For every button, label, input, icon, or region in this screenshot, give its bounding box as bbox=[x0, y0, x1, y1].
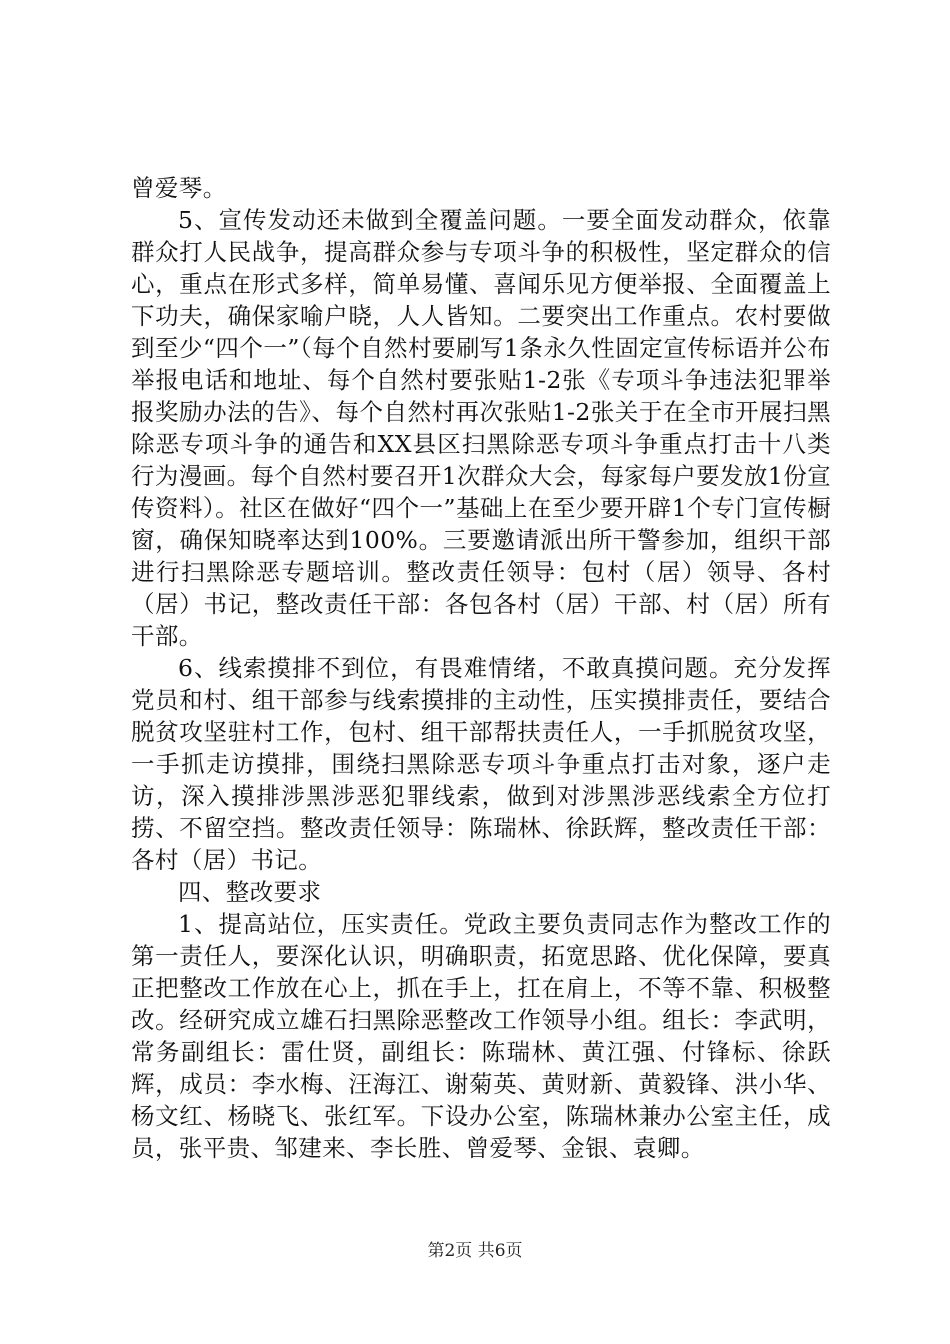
paragraph-requirement-1: 1、提高站位，压实责任。党政主要负责同志作为整改工作的第一责任人，要深化认识，明确职责，拓宽思路、优化保障，要真正把整改工作放在心上，抓在手上，扛在肩上，不等不靠、积极整改。经研究成立雄石扫黑除恶整改工作领导小组。组长：李武明，常务副组长：雷仕贤，副组长：陈瑞林、黄江强、付锋标、徐跃辉，成员：李水梅、汪海江、谢菊英、黄财新、黄毅锋、洪小华、杨文红、杨晓飞、张红军。下设办公室，陈瑞林兼办公室主任，成员，张平贵、邹建来、李长胜、曾爱琴、金银、袁卿。 bbox=[131, 910, 831, 1162]
paragraph-item-5: 5、宣传发动还未做到全覆盖问题。一要全面发动群众，依靠群众打人民战争，提高群众参与专项斗争的积极性，坚定群众的信心，重点在形式多样，简单易懂、喜闻乐见方便举报、全面覆盖上下功夫，确保家喻户晓，人人皆知。二要突出工作重点。农村要做到至少“四个一”（每个自然村要刷写1条永久性固定宣传标语并公布举报电话和地址、每个自然村要张贴1-2张《专项斗争违法犯罪举报奖励办法的告》、每个自然村再次张贴1-2张关于在全市开展扫黑除恶专项斗争的通告和XX县区扫黑除恶专项斗争重点打击十八类行为漫画。每个自然村要召开1次群众大会，每家每户要发放1份宣传资料）。社区在做好“四个一”基础上在至少要开辟1个专门宣传橱窗，确保知晓率达到100%。三要邀请派出所干警参加，组织干部进行扫黑除恶专题培训。整改责任领导：包村（居）领导、各村（居）书记，整改责任干部：各包各村（居）干部、村（居）所有干部。 bbox=[131, 206, 831, 650]
paragraph-continuation: 曾爱琴。 bbox=[131, 174, 227, 202]
paragraph-item-6: 6、线索摸排不到位，有畏难情绪，不敢真摸问题。充分发挥党员和村、组干部参与线索摸排的主动性，压实摸排责任，要结合脱贫攻坚驻村工作，包村、组干部帮扶责任人，一手抓脱贫攻坚，一手抓走访摸排，围绕扫黑除恶专项斗争重点打击对象，逐户走访，深入摸排涉黑涉恶犯罪线索，做到对涉黑涉恶线索全方位打捞、不留空挡。整改责任领导：陈瑞林、徐跃辉，整改责任干部：各村（居）书记。 bbox=[131, 654, 831, 874]
section-heading: 四、整改要求 bbox=[178, 878, 322, 906]
document-body bbox=[131, 172, 831, 1164]
page-footer: 第2页 共6页 bbox=[427, 1241, 523, 1261]
